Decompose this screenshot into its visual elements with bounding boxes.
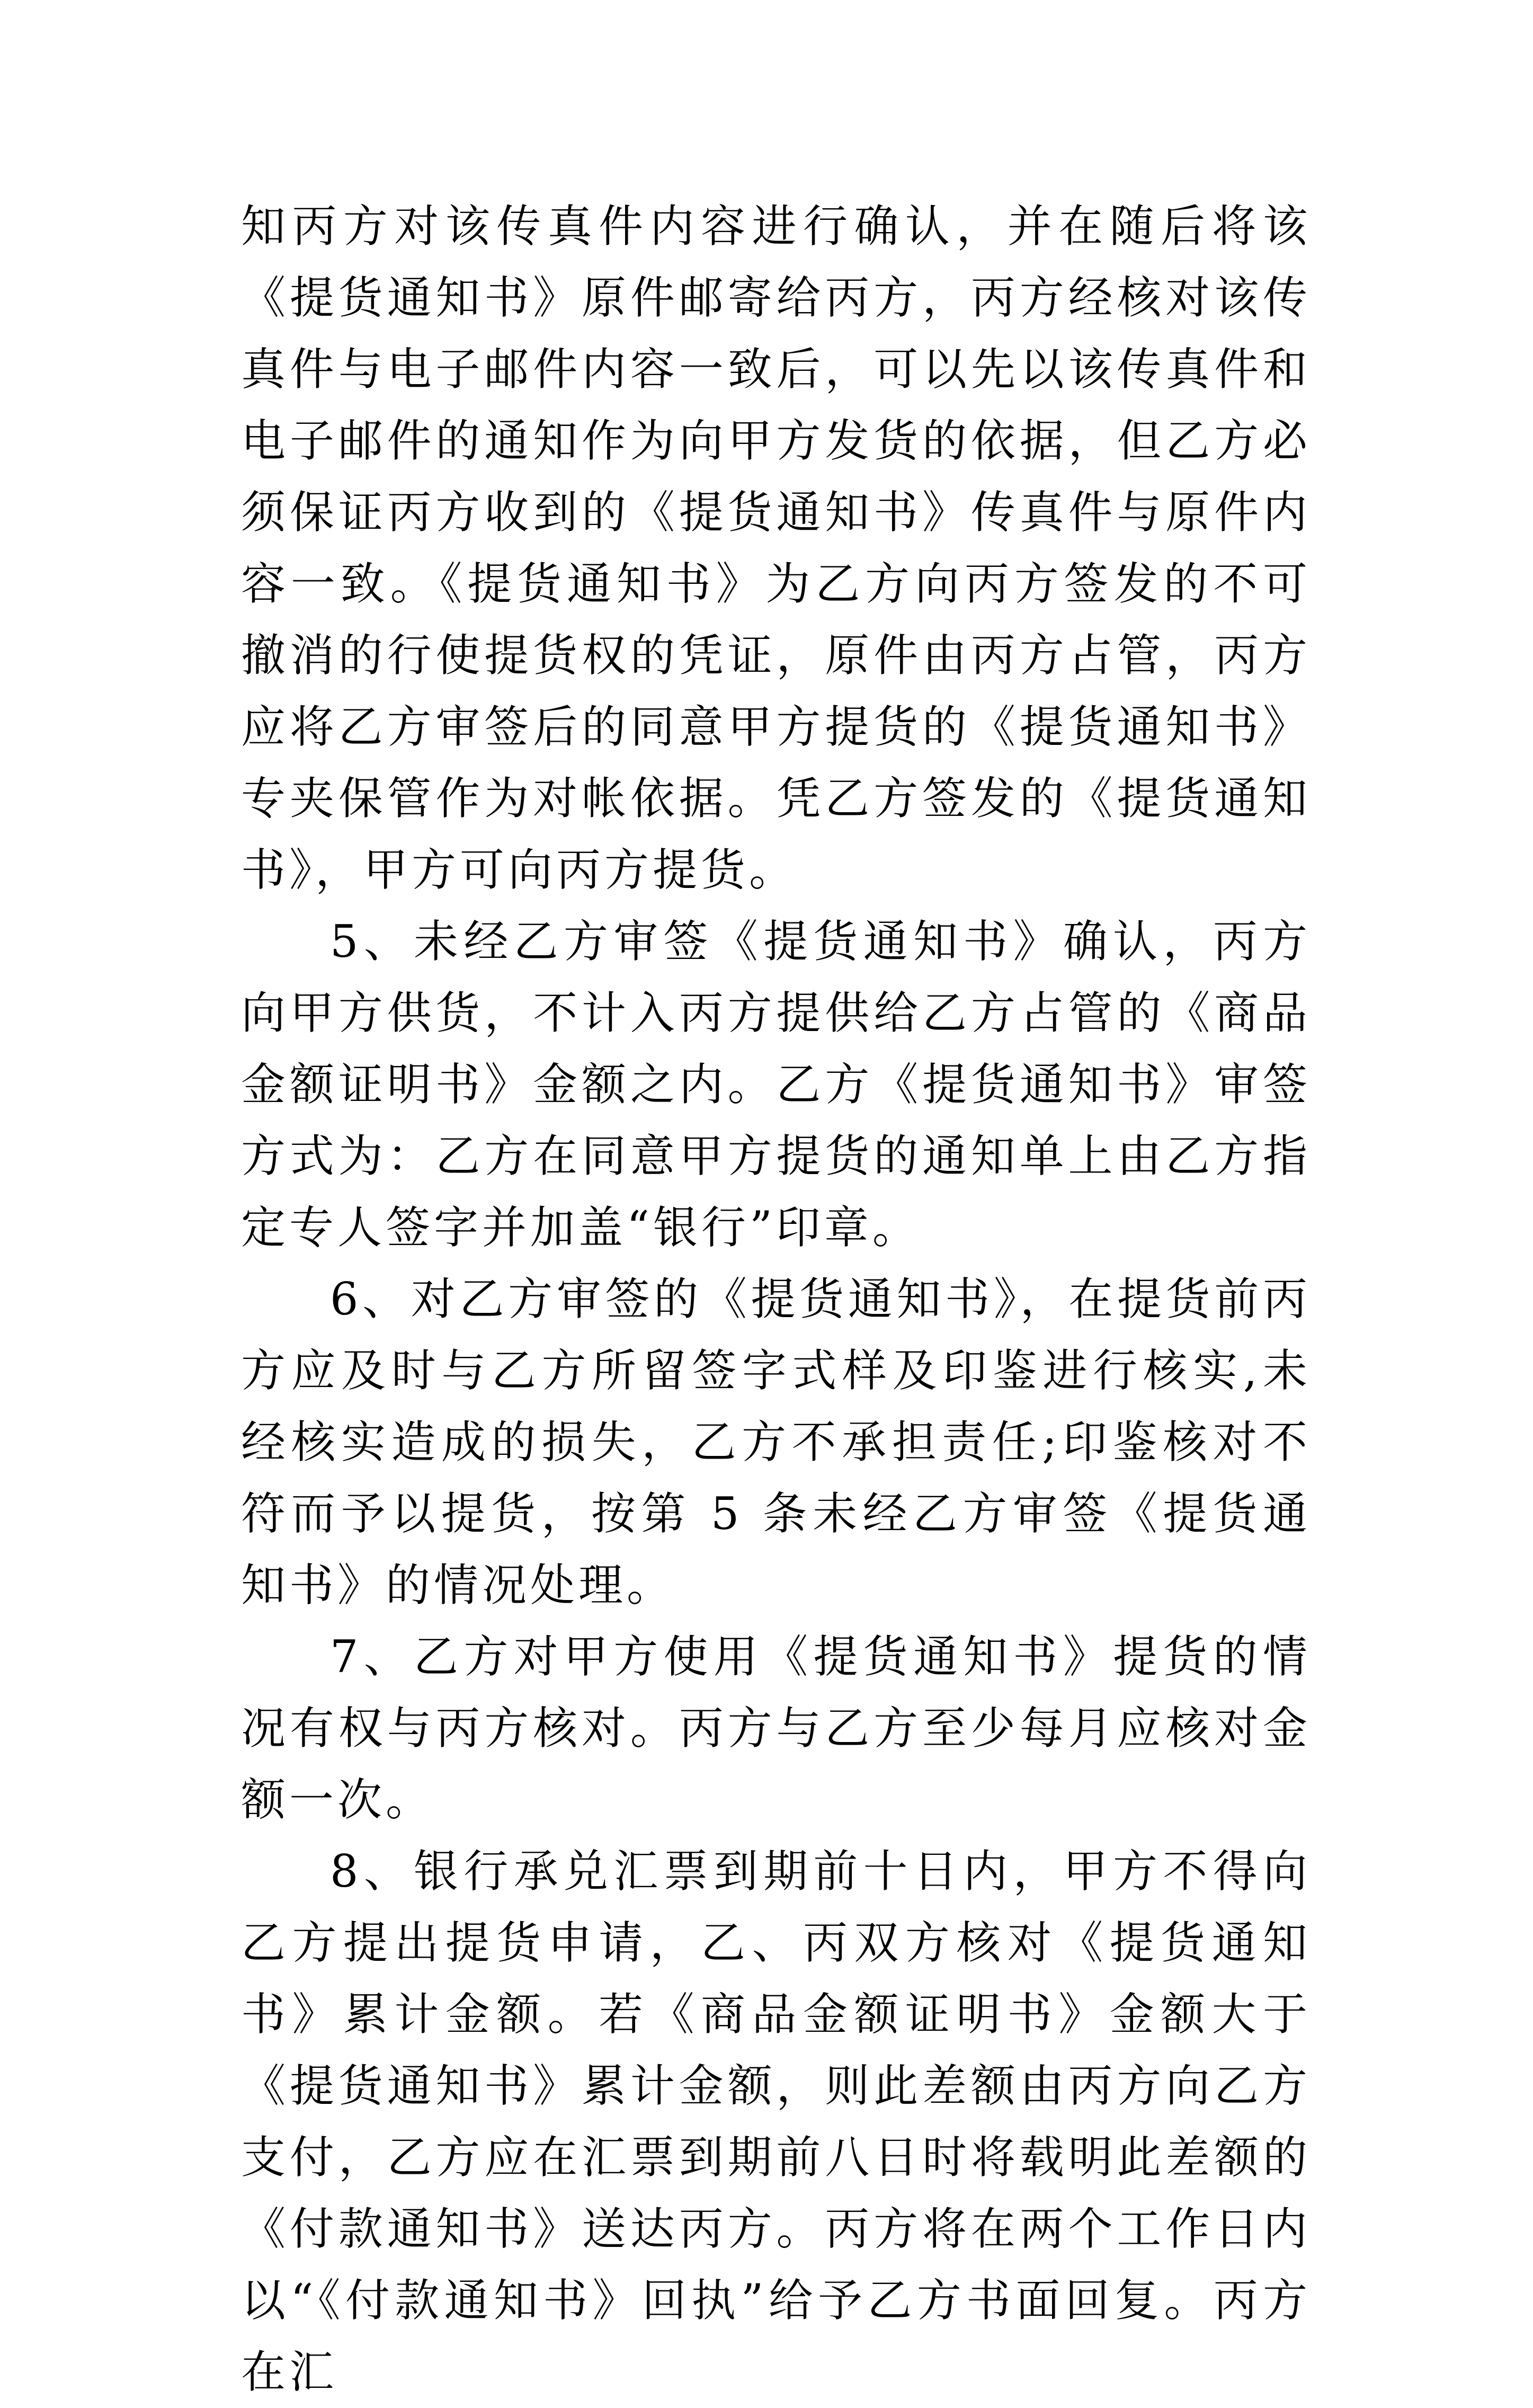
paragraph-clause-8: 8、银行承兑汇票到期前十日内，甲方不得向乙方提出提货申请，乙、丙双方核对《提货通知书》累计金额。若《商品金额证明书》金额大于《提货通知书》累计金额，则此差额由丙方向乙方支付，乙方应在汇票到期前八日时将载明此差额的《付款通知书》送达丙方。丙方将在两个工作日内以“《付款通知书》回执”给予乙方书面回复。丙方在汇 bbox=[241, 1845, 1311, 2398]
paragraph-continuation: 知丙方对该传真件内容进行确认，并在随后将该《提货通知书》原件邮寄给丙方，丙方经核对该传真件与电子邮件内容一致后，可以先以该传真件和电子邮件的通知作为向甲方发货的依据，但乙方必须保证丙方收到的《提货通知书》传真件与原件内容一致。《提货通知书》为乙方向丙方签发的不可撤消的行使提货权的凭证，原件由丙方占管，丙方应将乙方审签后的同意甲方提货的《提货通知书》专夹保管作为对帐依据。凭乙方签发的《提货通知书》，甲方可向丙方提货。 bbox=[241, 200, 1311, 896]
document-body bbox=[241, 191, 1311, 2408]
paragraph-clause-7: 7、乙方对甲方使用《提货通知书》提货的情况有权与丙方核对。丙方与乙方至少每月应核对金额一次。 bbox=[241, 1631, 1311, 1826]
paragraph-clause-6: 6、对乙方审签的《提货通知书》，在提货前丙方应及时与乙方所留签字式样及印鉴进行核实,未经核实造成的损失，乙方不承担责任;印鉴核对不符而予以提货，按第 5 条未经乙方审签《提货通知书》的情况处理。 bbox=[241, 1273, 1311, 1611]
paragraph-clause-5: 5、未经乙方审签《提货通知书》确认，丙方向甲方供货，不计入丙方提供给乙方占管的《商品金额证明书》金额之内。乙方《提货通知书》审签方式为：乙方在同意甲方提货的通知单上由乙方指定专人签字并加盖“银行”印章。 bbox=[241, 916, 1311, 1254]
